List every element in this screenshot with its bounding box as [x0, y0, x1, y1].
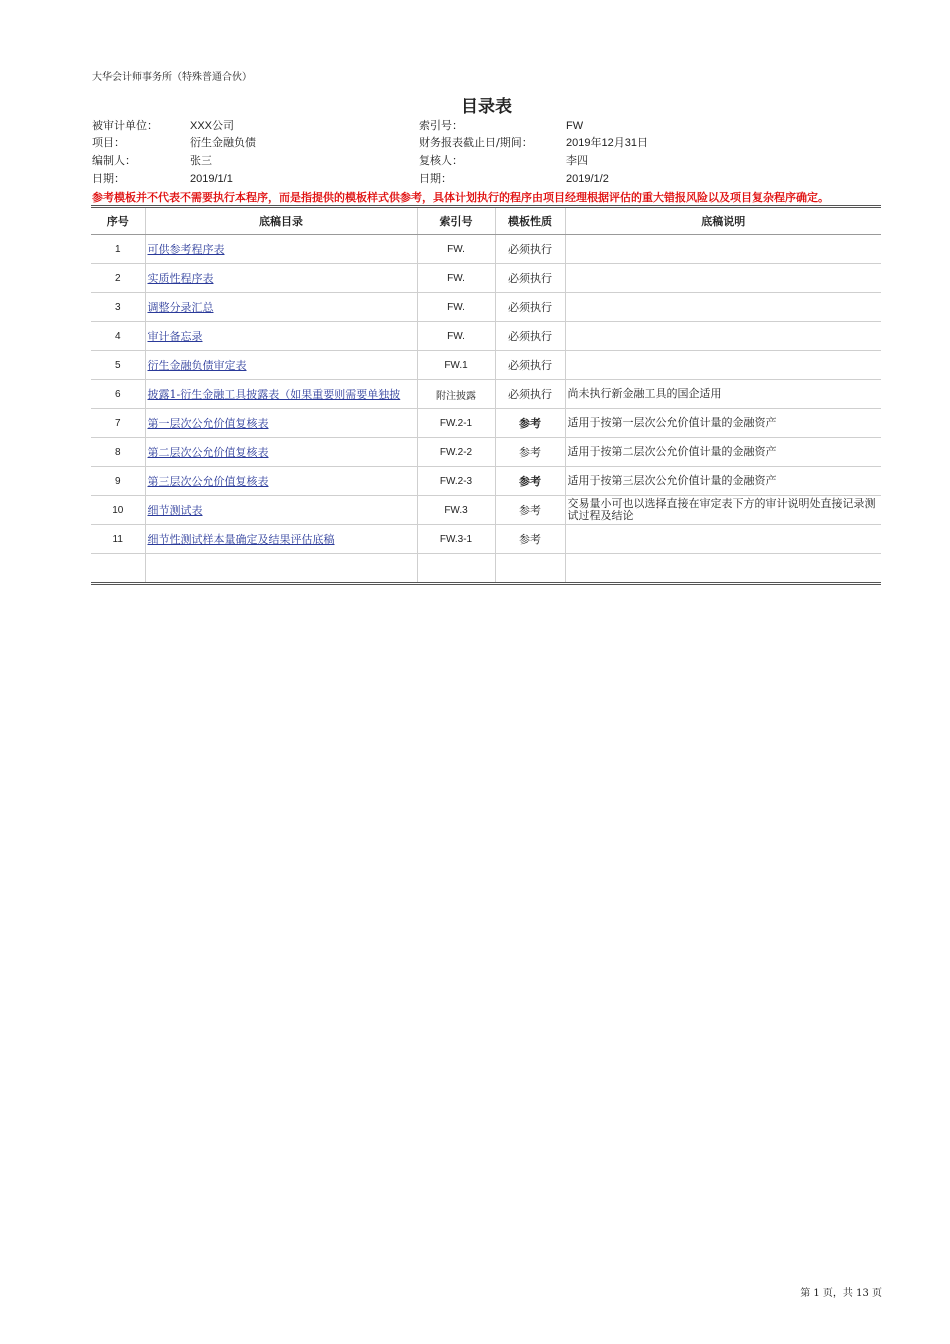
row-description-cell — [565, 525, 881, 554]
table-row — [91, 467, 881, 496]
row-name-cell — [145, 264, 417, 293]
row-index-cell: FW.1 — [417, 351, 495, 380]
row-nature-cell: 参考 — [495, 496, 565, 525]
review-date-value: 2019/1/2 — [566, 173, 609, 185]
row-name-cell — [145, 467, 417, 496]
row-index-cell: FW.2-1 — [417, 409, 495, 438]
table-row — [91, 496, 881, 525]
row-number-cell: 6 — [91, 380, 145, 409]
row-number-cell: 5 — [91, 351, 145, 380]
reviewer-value: 李四 — [566, 154, 588, 167]
page-title: 目录表 — [461, 97, 512, 117]
row-description-cell — [565, 351, 881, 380]
row-index-cell: FW. — [417, 264, 495, 293]
row-name-cell — [145, 525, 417, 554]
row-name-cell — [145, 235, 417, 264]
row-link[interactable]: 细节测试表 — [147, 504, 203, 517]
row-number-cell: 2 — [91, 264, 145, 293]
row-nature-cell: 必须执行 — [495, 235, 565, 264]
table-row — [91, 438, 881, 467]
row-description-cell — [565, 322, 881, 351]
row-number-cell: 7 — [91, 409, 145, 438]
period-value: 2019年12月31日 — [566, 137, 648, 149]
row-nature-cell: 参考 — [495, 438, 565, 467]
row-index-cell: FW.3 — [417, 496, 495, 525]
row-name-cell — [145, 438, 417, 467]
project-label: 项目： — [92, 136, 125, 149]
row-nature-cell: 参考 — [495, 409, 565, 438]
row-index-cell: FW. — [417, 293, 495, 322]
index-table — [91, 205, 881, 585]
row-link[interactable]: 第二层次公允价值复核表 — [147, 446, 269, 459]
row-description-cell: 适用于按第一层次公允价值计量的金融资产 — [565, 409, 881, 438]
row-description-cell — [565, 264, 881, 293]
row-name-cell — [145, 380, 417, 409]
table-row — [91, 264, 881, 293]
row-description-cell: 适用于按第三层次公允价值计量的金融资产 — [565, 467, 881, 496]
empty-cell — [91, 554, 145, 584]
row-index-cell: FW.2-3 — [417, 467, 495, 496]
row-description-cell: 尚未执行新金融工具的国企适用 — [565, 380, 881, 409]
row-nature-cell: 必须执行 — [495, 264, 565, 293]
row-index-cell: FW. — [417, 235, 495, 264]
table-row — [91, 409, 881, 438]
row-nature-cell: 参考 — [495, 525, 565, 554]
preparer-label: 编制人： — [92, 154, 136, 167]
row-link[interactable]: 第一层次公允价值复核表 — [147, 417, 269, 430]
notice-text: 参考模板并不代表不需要执行本程序，而是指提供的模板样式供参考，具体计划执行的程序由项目经理根据评估的重大错报风险以及项目复杂程序确定。 — [92, 191, 829, 204]
review-date-label: 日期： — [419, 172, 452, 185]
empty-cell — [145, 554, 417, 584]
row-number-cell: 3 — [91, 293, 145, 322]
firm-name: 大华会计师事务所（特殊普通合伙） — [92, 72, 252, 83]
table-row — [91, 235, 881, 264]
prep-date-label: 日期： — [92, 172, 125, 185]
table-row — [91, 380, 881, 409]
col-header-nature: 模板性质 — [495, 207, 565, 235]
row-nature-cell: 必须执行 — [495, 293, 565, 322]
preparer-value: 张三 — [190, 154, 212, 167]
row-nature-cell: 必须执行 — [495, 351, 565, 380]
row-number-cell: 4 — [91, 322, 145, 351]
row-link[interactable]: 披露1-衍生金融工具披露表（如果重要则需要单独披 — [147, 388, 401, 401]
table-row — [91, 525, 881, 554]
row-number-cell: 9 — [91, 467, 145, 496]
row-link[interactable]: 衍生金融负债审定表 — [147, 359, 247, 372]
row-number-cell: 10 — [91, 496, 145, 525]
audited-unit-value: XXX公司 — [190, 120, 235, 132]
row-index-cell: FW.3-1 — [417, 525, 495, 554]
col-header-name: 底稿目录 — [145, 207, 417, 235]
row-description-cell: 适用于按第二层次公允价值计量的金融资产 — [565, 438, 881, 467]
reviewer-label: 复核人： — [419, 154, 463, 167]
row-link[interactable]: 审计备忘录 — [147, 330, 203, 343]
row-link[interactable]: 可供参考程序表 — [147, 243, 225, 256]
table-row — [91, 322, 881, 351]
row-link[interactable]: 调整分录汇总 — [147, 301, 214, 314]
row-number-cell: 1 — [91, 235, 145, 264]
row-index-cell: FW. — [417, 322, 495, 351]
index-value: FW — [566, 120, 584, 132]
row-number-cell: 8 — [91, 438, 145, 467]
row-number-cell: 11 — [91, 525, 145, 554]
row-link[interactable]: 实质性程序表 — [147, 272, 214, 285]
row-link[interactable]: 第三层次公允价值复核表 — [147, 475, 269, 488]
col-header-no: 序号 — [91, 207, 145, 235]
row-name-cell — [145, 293, 417, 322]
table-row — [91, 351, 881, 380]
empty-cell — [495, 554, 565, 584]
row-name-cell — [145, 322, 417, 351]
page-footer: 第 1 页，共 13 页 — [800, 1288, 882, 1299]
row-name-cell — [145, 409, 417, 438]
row-nature-cell: 必须执行 — [495, 322, 565, 351]
row-nature-cell: 参考 — [495, 467, 565, 496]
col-header-desc: 底稿说明 — [565, 207, 881, 235]
audited-unit-label: 被审计单位： — [92, 119, 158, 132]
index-label: 索引号： — [419, 119, 463, 132]
row-index-cell: FW.2-2 — [417, 438, 495, 467]
table-row-empty — [91, 554, 881, 584]
empty-cell — [417, 554, 495, 584]
row-link[interactable]: 细节性测试样本量确定及结果评估底稿 — [147, 533, 335, 546]
row-name-cell — [145, 496, 417, 525]
table-row — [91, 293, 881, 322]
prep-date-value: 2019/1/1 — [190, 173, 233, 185]
table-header-row — [91, 207, 881, 235]
empty-cell — [565, 554, 881, 584]
row-description-cell — [565, 293, 881, 322]
row-name-cell — [145, 351, 417, 380]
period-label: 财务报表截止日/期间： — [419, 136, 533, 149]
row-nature-cell: 必须执行 — [495, 380, 565, 409]
row-description-cell — [565, 235, 881, 264]
row-index-cell: 附注披露 — [417, 380, 495, 409]
col-header-index: 索引号 — [417, 207, 495, 235]
project-value: 衍生金融负债 — [190, 136, 256, 149]
row-description-cell: 交易量小可也以选择直接在审定表下方的审计说明处直接记录测试过程及结论 — [565, 496, 881, 525]
